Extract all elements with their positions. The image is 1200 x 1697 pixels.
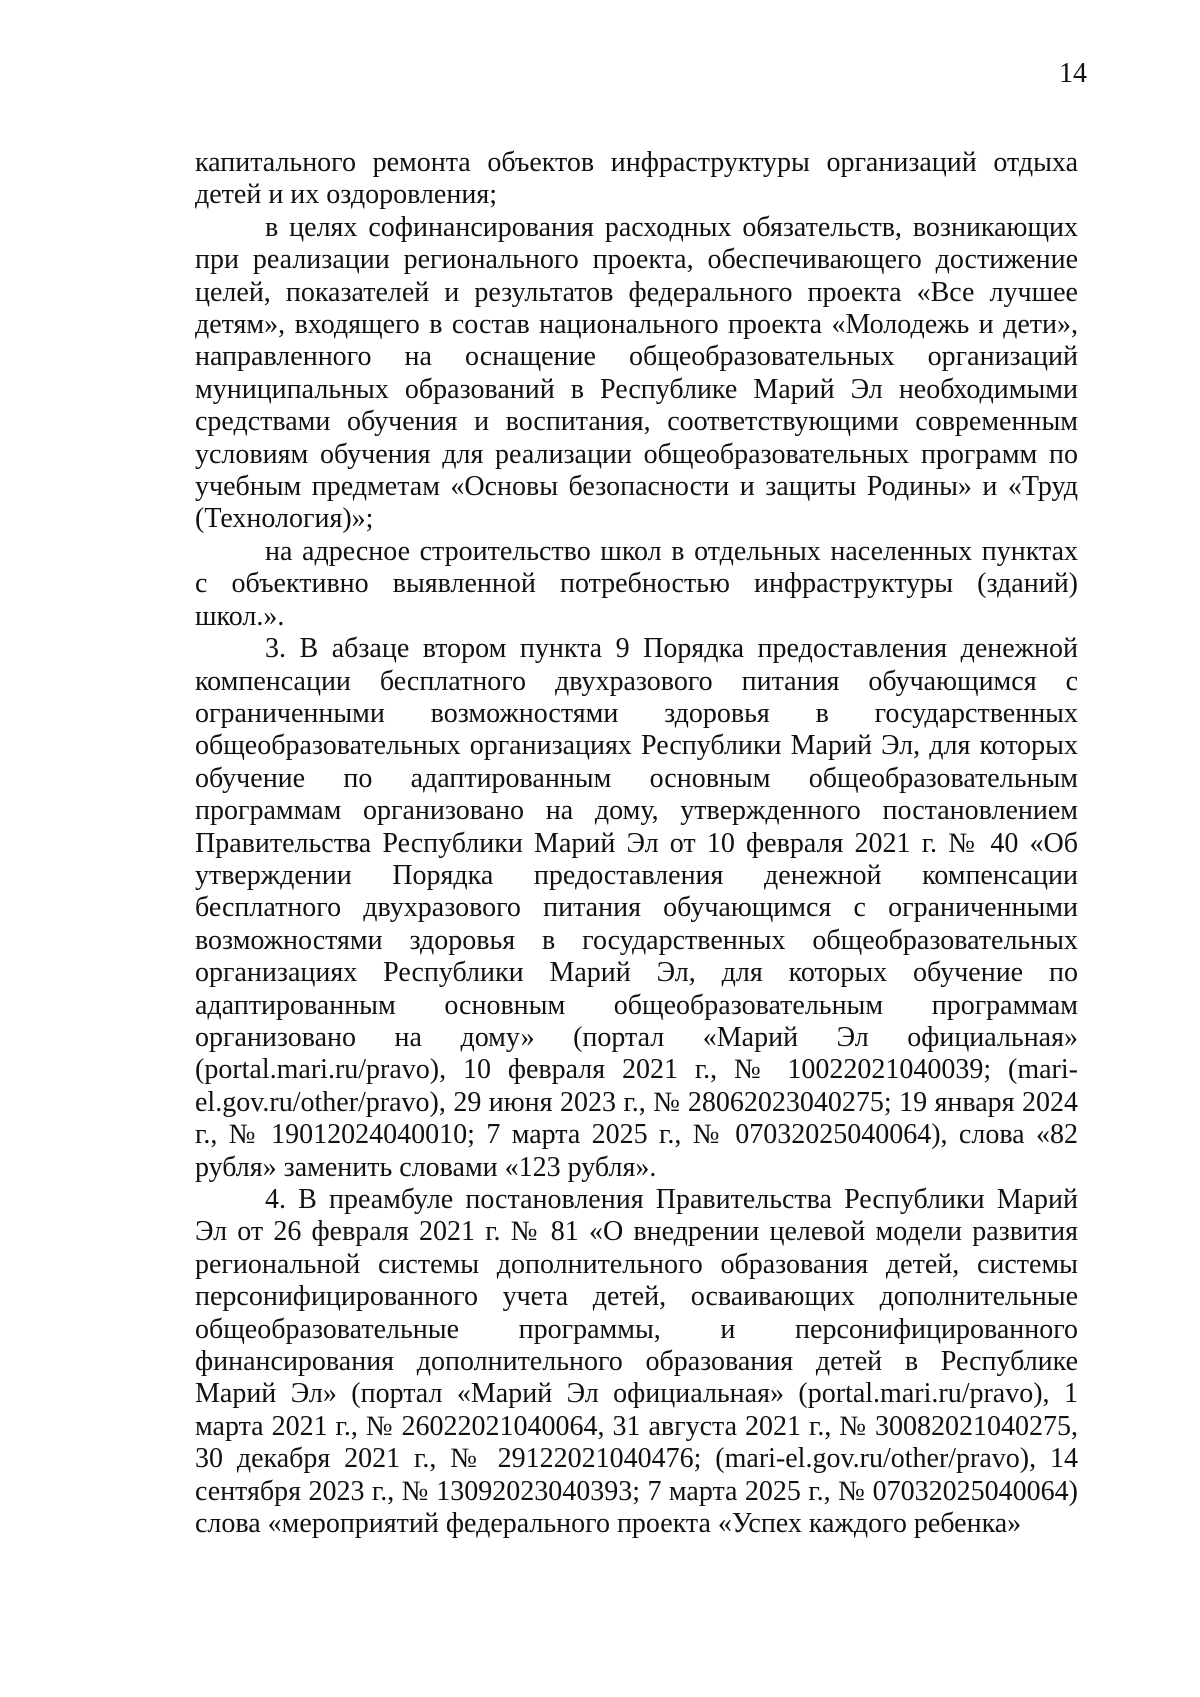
paragraph-5-item-4: 4. В преамбуле постановления Правительства Республики Марий Эл от 26 февраля 2021 г. № 81 «О внедрении целевой модели развития региональной системы дополнительного образования детей, системы персонифицированного учета детей, осваивающих дополнительные общеобразовательные программы, и персонифицированного финансирования дополнительного образования детей в Республике Марий Эл» (портал «Марий Эл официальная» (portal.mari.ru/pravo), 1 марта 2021 г., № 26022021040064, 31 августа 2021 г., № 30082021040275, 30 декабря 2021 г., № 29122021040476; (mari-el.gov.ru/other/pravo), 14 сентября 2023 г., № 13092023040393; 7 марта 2025 г., № 07032025040064) слова «мероприятий федерального проекта «Успех каждого ребенка» xyxy=(195,1184,1078,1540)
paragraph-3: на адресное строительство школ в отдельных населенных пунктах с объективно выявленной потребностью инфраструктуры (зданий) школ.». xyxy=(195,535,1078,632)
document-body xyxy=(195,147,1078,1540)
paragraph-2: в целях софинансирования расходных обязательств, возникающих при реализации регионального проекта, обеспечивающего достижение целей, показателей и результатов федерального проекта «Все лучшее детям», входящего в состав национального проекта «Молодежь и дети», направленного на оснащение общеобразовательных организаций муниципальных образований в Республике Марий Эл необходимыми средствами обучения и воспитания, соответствующими современным условиям обучения для реализации общеобразовательных программ по учебным предметам «Основы безопасности и защиты Родины» и «Труд (Технология)»; xyxy=(195,211,1078,535)
paragraph-4-item-3: 3. В абзаце втором пункта 9 Порядка предоставления денежной компенсации бесплатного двухразового питания обучающимся с ограниченными возможностями здоровья в государственных общеобразовательных организациях Республики Марий Эл, для которых обучение по адаптированным основным общеобразовательным программам организовано на дому, утвержденного постановлением Правительства Республики Марий Эл от 10 февраля 2021 г. № 40 «Об утверждении Порядка предоставления денежной компенсации бесплатного двухразового питания обучающимся с ограниченными возможностями здоровья в государственных общеобразовательных организациях Республики Марий Эл, для которых обучение по адаптированным основным общеобразовательным программам организовано на дому» (портал «Марий Эл официальная» (portal.mari.ru/pravo), 10 февраля 2021 г., № 10022021040039; (mari-el.gov.ru/other/pravo), 29 июня 2023 г., № 28062023040275; 19 января 2024 г., № 19012024040010; 7 марта 2025 г., № 07032025040064), слова «82 рубля» заменить словами «123 рубля». xyxy=(195,633,1078,1183)
paragraph-1: капитального ремонта объектов инфраструктуры организаций отдыха детей и их оздоровления; xyxy=(195,147,1078,211)
page-number: 14 xyxy=(1059,58,1087,89)
